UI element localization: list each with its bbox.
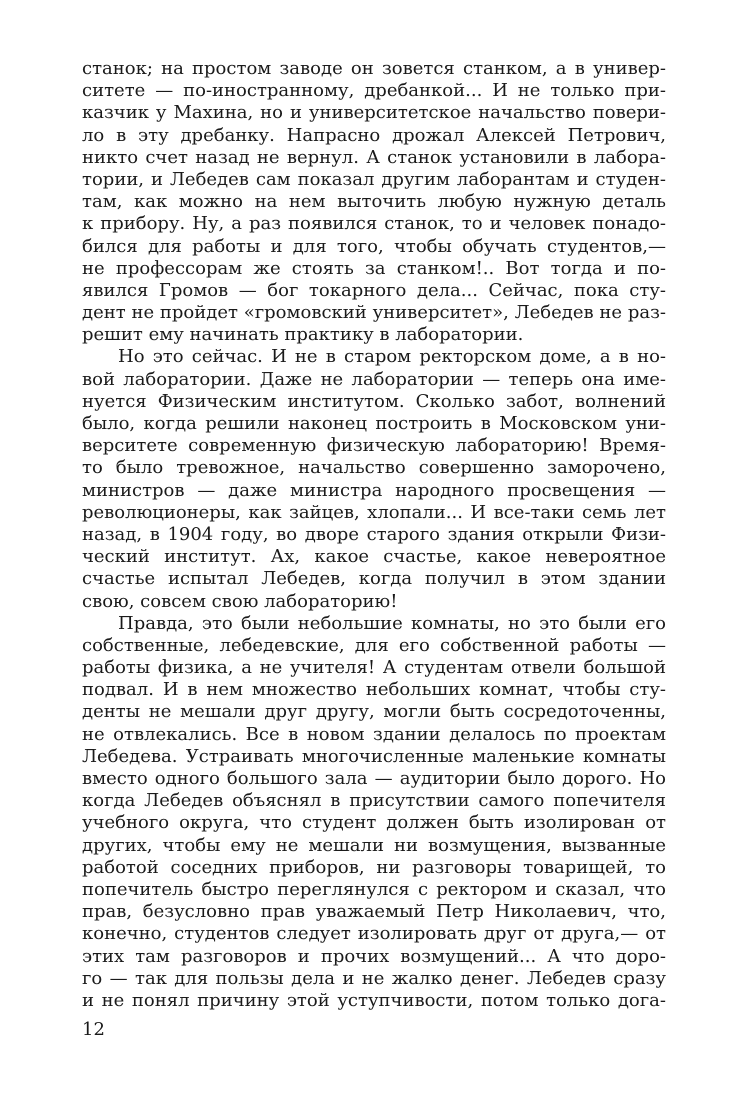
- text-line: работы физика, а не учителя! А студентам отвели большой: [82, 657, 666, 679]
- page-number: 12: [82, 1019, 105, 1040]
- text-line: министров — даже министра народного просвещения —: [82, 479, 666, 501]
- text-line: к прибору. Ну, а раз появился станок, то и человек понадо-: [82, 213, 666, 235]
- text-line: то было тревожное, начальство совершенно заморочено,: [82, 457, 666, 479]
- text-line: никто счет назад не вернул. А станок установили в лабора-: [82, 146, 666, 168]
- text-line: было, когда решили наконец построить в Московском уни-: [82, 413, 666, 434]
- text-line: других, чтобы ему не мешали ни возмущения, вызванные: [82, 834, 666, 856]
- text-line: не профессорам же стоять за станком!.. Вот тогда и по-: [82, 257, 666, 279]
- body-text: [82, 58, 666, 1012]
- text-line: Лебедева. Устраивать многочисленные маленькие комнаты: [82, 745, 666, 767]
- text-line: конечно, студентов следует изолировать друг от друга,— от: [82, 923, 666, 945]
- text-line: когда Лебедев объяснял в присутствии самого попечителя: [82, 790, 666, 812]
- text-line: собственные, лебедевские, для его собственной работы —: [82, 634, 666, 656]
- text-line: станок; на простом заводе он зовется станком, а в универ-: [82, 58, 666, 79]
- text-line: работой соседних приборов, ни разговоры товарищей, то: [82, 856, 666, 878]
- text-line: нуется Физическим институтом. Сколько забот, волнений: [82, 390, 666, 412]
- text-line: решит ему начинать практику в лаборатории.: [82, 324, 524, 346]
- text-line: этих там разговоров и прочих возмущений... А что доро-: [82, 945, 666, 967]
- text-line: явился Громов — бог токарного дела... Сейчас, пока сту-: [82, 279, 666, 301]
- text-line: ло в эту дребанку. Напрасно дрожал Алексей Петрович,: [82, 124, 666, 146]
- text-line: вместо одного большого зала — аудитории было дорого. Но: [82, 768, 666, 789]
- text-line: тории, и Лебедев сам показал другим лаборантам и студен-: [82, 168, 666, 190]
- text-line: прав, безусловно прав уважаемый Петр Николаевич, что,: [82, 901, 666, 923]
- text-line: го — так для пользы дела и не жалко денег. Лебедев сразу: [82, 967, 666, 989]
- text-line: дент не пройдет «громовский университет», Лебедев не раз-: [82, 302, 666, 324]
- text-line: свою, совсем свою лабораторию!: [82, 590, 398, 612]
- text-line: там, как можно на нем выточить любую нужную деталь: [82, 191, 666, 213]
- text-line: счастье испытал Лебедев, когда получил в этом здании: [82, 568, 666, 590]
- text-line: бился для работы и для того, чтобы обучать студентов,—: [82, 235, 666, 257]
- text-line: попечитель быстро переглянулся с ректором и сказал, что: [82, 878, 666, 900]
- paragraph-start-line: Правда, это были небольшие комнаты, но это были его: [118, 612, 666, 634]
- text-line: учебного округа, что студент должен быть изолирован от: [82, 812, 666, 834]
- text-line: вой лаборатории. Даже не лаборатории — теперь она име-: [82, 368, 666, 390]
- text-line: денты не мешали друг другу, могли быть сосредоточенны,: [82, 701, 666, 723]
- text-line: верситете современную физическую лабораторию! Время-: [82, 435, 666, 457]
- text-line: революционеры, как зайцев, хлопали... И все-таки семь лет: [82, 501, 666, 523]
- text-line: не отвлекались. Все в новом здании делалось по проектам: [82, 723, 666, 745]
- text-line: назад, в 1904 году, во дворе старого здания открыли Физи-: [82, 523, 666, 545]
- text-line: ситете — по-иностранному, дребанкой... И не только при-: [82, 80, 666, 102]
- text-line: ческий институт. Ах, какое счастье, какое невероятное: [82, 546, 666, 568]
- text-line: подвал. И в нем множество небольших комнат, чтобы сту-: [82, 679, 666, 701]
- text-line: казчик у Махина, но и университетское начальство повери-: [82, 102, 666, 124]
- text-line: и не понял причину этой уступчивости, потом только дога-: [82, 989, 666, 1011]
- paragraph-start-line: Но это сейчас. И не в старом ректорском доме, а в но-: [118, 346, 666, 368]
